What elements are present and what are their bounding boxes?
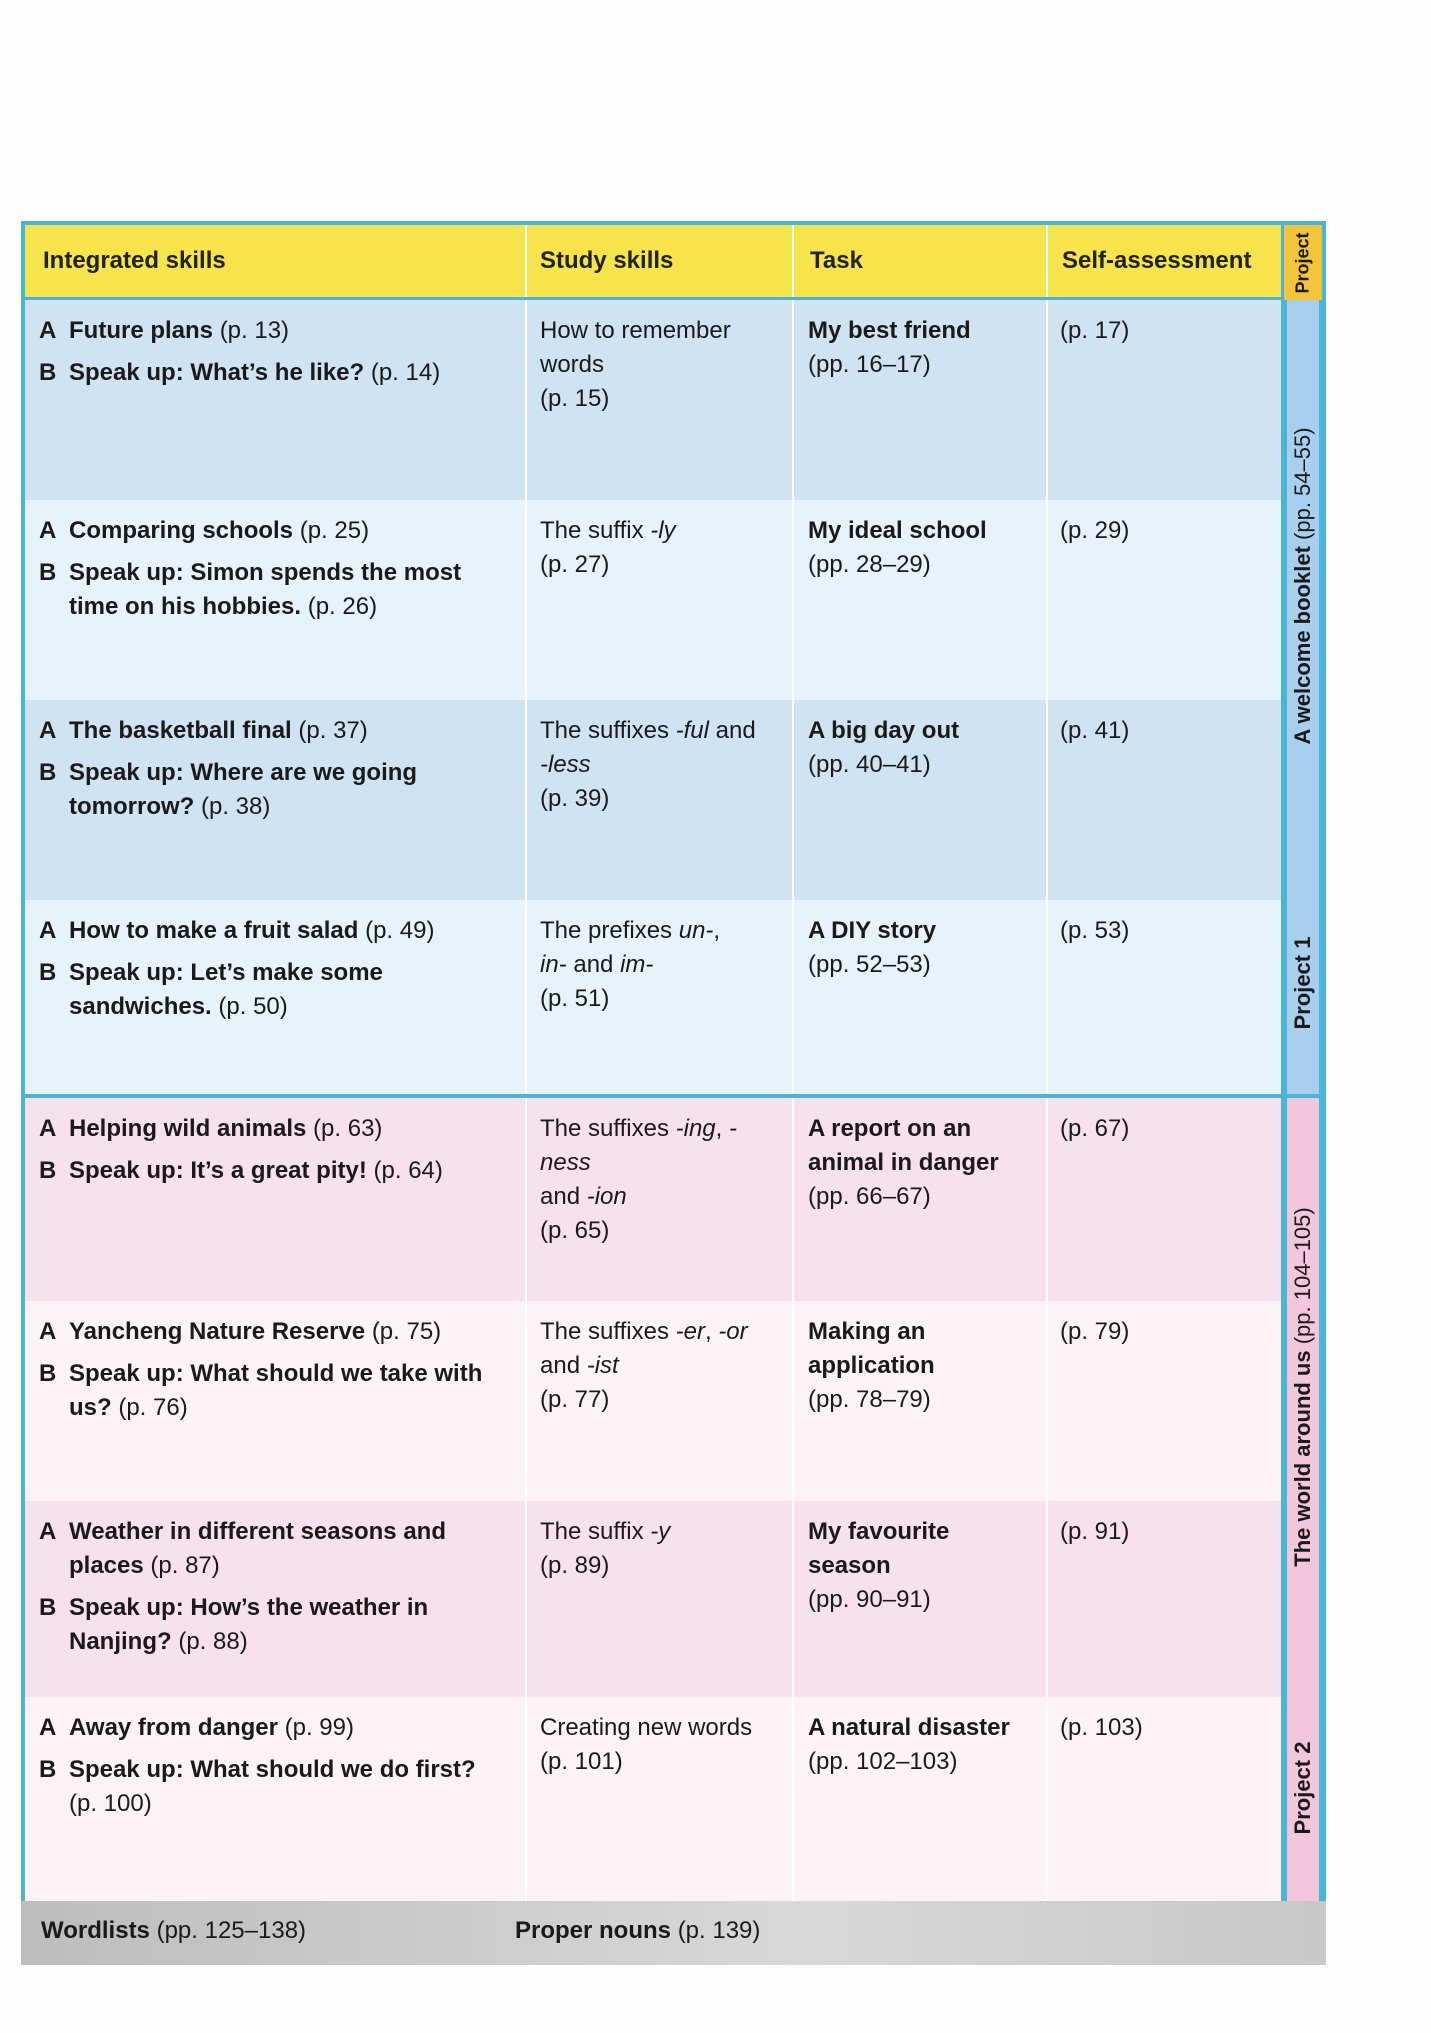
skill-item-b: B Speak up: Where are we going tomorrow? (p. 38): [39, 759, 418, 820]
task-cell: My ideal school (pp. 28–29): [808, 517, 987, 578]
footer-bar: [21, 1901, 1326, 1965]
skill-item-b: B Speak up: It’s a great pity! (p. 64): [39, 1157, 443, 1184]
sidebar-welcome-booklet: [1287, 300, 1319, 872]
table-row: [25, 1697, 1281, 1901]
study-skills-cell: Creating new words (p. 101): [540, 1714, 753, 1775]
study-skills-cell: The suffix -ly (p. 27): [540, 517, 676, 578]
sidebar-project-1-label: Project 1: [1290, 936, 1315, 1030]
skill-item-a: A Weather in different seasons and places (p. 87): [39, 1518, 446, 1579]
contents-table: [21, 221, 1326, 1901]
study-skills-cell: The suffixes -ful and -less (p. 39): [540, 717, 756, 812]
column-divider: [1046, 1697, 1048, 1901]
skill-item-b: B Speak up: What’s he like? (p. 14): [39, 359, 441, 386]
sidebar-unit-group-1: [1281, 300, 1322, 1094]
skill-item-a: A Helping wild animals (p. 63): [39, 1115, 383, 1142]
task-cell: Making an application (pp. 78–79): [808, 1318, 935, 1413]
column-divider: [792, 1501, 794, 1697]
self-assessment-cell: (p. 17): [1060, 317, 1130, 344]
skill-item-a: A Away from danger (p. 99): [39, 1714, 354, 1741]
column-divider: [792, 1098, 794, 1301]
column-divider: [1046, 1501, 1048, 1697]
footer-proper-nouns: Proper nouns (p. 139): [515, 1917, 761, 1944]
sidebar-project-1: [1287, 872, 1319, 1094]
sidebar-project-2: [1287, 1675, 1319, 1901]
integrated-skills-cell: [39, 714, 509, 832]
column-divider: [525, 500, 527, 700]
skill-item-a: A Comparing schools (p. 25): [39, 517, 370, 544]
task-cell: My best friend (pp. 16–17): [808, 317, 971, 378]
column-divider: [525, 900, 527, 1094]
header-divider: [1046, 225, 1048, 297]
sidebar-project-2-label: Project 2: [1290, 1741, 1315, 1835]
column-divider: [792, 300, 794, 500]
table-row: [25, 1301, 1281, 1501]
column-divider: [1046, 500, 1048, 700]
integrated-skills-cell: [39, 1711, 509, 1829]
sidebar-welcome-label: A welcome booklet (pp. 54–55): [1290, 427, 1315, 745]
table-row: [25, 1098, 1281, 1301]
column-divider: [792, 700, 794, 900]
skill-item-b: B Speak up: What should we take with us? (p. 76): [39, 1360, 483, 1421]
table-row: [25, 300, 1281, 500]
column-divider: [792, 1301, 794, 1501]
skill-item-a: A Future plans (p. 13): [39, 317, 290, 344]
footer-wordlists: Wordlists (pp. 125–138): [41, 1917, 307, 1944]
study-skills-cell: The suffix -y (p. 89): [540, 1518, 671, 1579]
sidebar-world-around-us: [1287, 1098, 1319, 1675]
integrated-skills-cell: [39, 314, 509, 398]
skill-item-a: A Yancheng Nature Reserve (p. 75): [39, 1318, 442, 1345]
integrated-skills-cell: [39, 1515, 509, 1667]
table-row: [25, 700, 1281, 900]
study-skills-cell: The suffixes -er, -or and -ist (p. 77): [540, 1318, 748, 1413]
column-divider: [525, 700, 527, 900]
self-assessment-cell: (p. 41): [1060, 717, 1130, 744]
column-divider: [525, 1501, 527, 1697]
skill-item-a: A The basketball final (p. 37): [39, 717, 368, 744]
self-assessment-cell: (p. 67): [1060, 1115, 1130, 1142]
integrated-skills-cell: [39, 914, 509, 1032]
column-divider: [792, 900, 794, 1094]
column-divider: [1046, 700, 1048, 900]
column-divider: [1046, 900, 1048, 1094]
study-skills-cell: The prefixes un-, in- and im- (p. 51): [540, 917, 721, 1012]
table-row: [25, 1501, 1281, 1697]
project-tab-label: Project: [1292, 231, 1313, 294]
header-task: Task: [810, 247, 863, 274]
integrated-skills-cell: [39, 514, 509, 632]
integrated-skills-cell: [39, 1112, 509, 1196]
column-divider: [1046, 1098, 1048, 1301]
table-row: [25, 900, 1281, 1094]
study-skills-cell: The suffixes -ing, -ness and -ion (p. 65): [540, 1115, 737, 1244]
task-cell: A report on an animal in danger (pp. 66–67): [808, 1115, 999, 1210]
column-divider: [1046, 1301, 1048, 1501]
skill-item-b: B Speak up: What should we do first? (p. 100): [39, 1756, 476, 1817]
study-skills-cell: How to remember words (p. 15): [540, 317, 731, 412]
self-assessment-cell: (p. 53): [1060, 917, 1130, 944]
skill-item-b: B Speak up: How’s the weather in Nanjing? (p. 88): [39, 1594, 429, 1655]
task-cell: My favourite season (pp. 90–91): [808, 1518, 950, 1613]
sidebar-world-label: The world around us (pp. 104–105): [1290, 1206, 1315, 1567]
self-assessment-cell: (p. 79): [1060, 1318, 1130, 1345]
task-cell: A big day out (pp. 40–41): [808, 717, 960, 778]
table-header: [25, 225, 1281, 300]
skill-item-b: B Speak up: Simon spends the most time on his hobbies. (p. 26): [39, 559, 462, 620]
skill-item-b: B Speak up: Let’s make some sandwiches. (p. 50): [39, 959, 383, 1020]
header-study-skills: Study skills: [540, 247, 674, 274]
skill-item-a: A How to make a fruit salad (p. 49): [39, 917, 435, 944]
column-divider: [525, 300, 527, 500]
task-cell: A DIY story (pp. 52–53): [808, 917, 937, 978]
self-assessment-cell: (p. 103): [1060, 1714, 1143, 1741]
header-divider: [792, 225, 794, 297]
task-cell: A natural disaster (pp. 102–103): [808, 1714, 1010, 1775]
sidebar-project-tab: [1281, 225, 1322, 300]
column-divider: [1046, 300, 1048, 500]
header-self-assessment: Self-assessment: [1062, 247, 1252, 274]
column-divider: [525, 1697, 527, 1901]
column-divider: [792, 1697, 794, 1901]
section-divider: [25, 1094, 1281, 1098]
header-divider: [525, 225, 527, 297]
table-row: [25, 500, 1281, 700]
header-integrated-skills: Integrated skills: [43, 247, 226, 274]
sidebar-unit-group-2: [1281, 1094, 1322, 1901]
self-assessment-cell: (p. 29): [1060, 517, 1130, 544]
column-divider: [525, 1301, 527, 1501]
column-divider: [525, 1098, 527, 1301]
column-divider: [792, 500, 794, 700]
self-assessment-cell: (p. 91): [1060, 1518, 1130, 1545]
integrated-skills-cell: [39, 1315, 509, 1433]
